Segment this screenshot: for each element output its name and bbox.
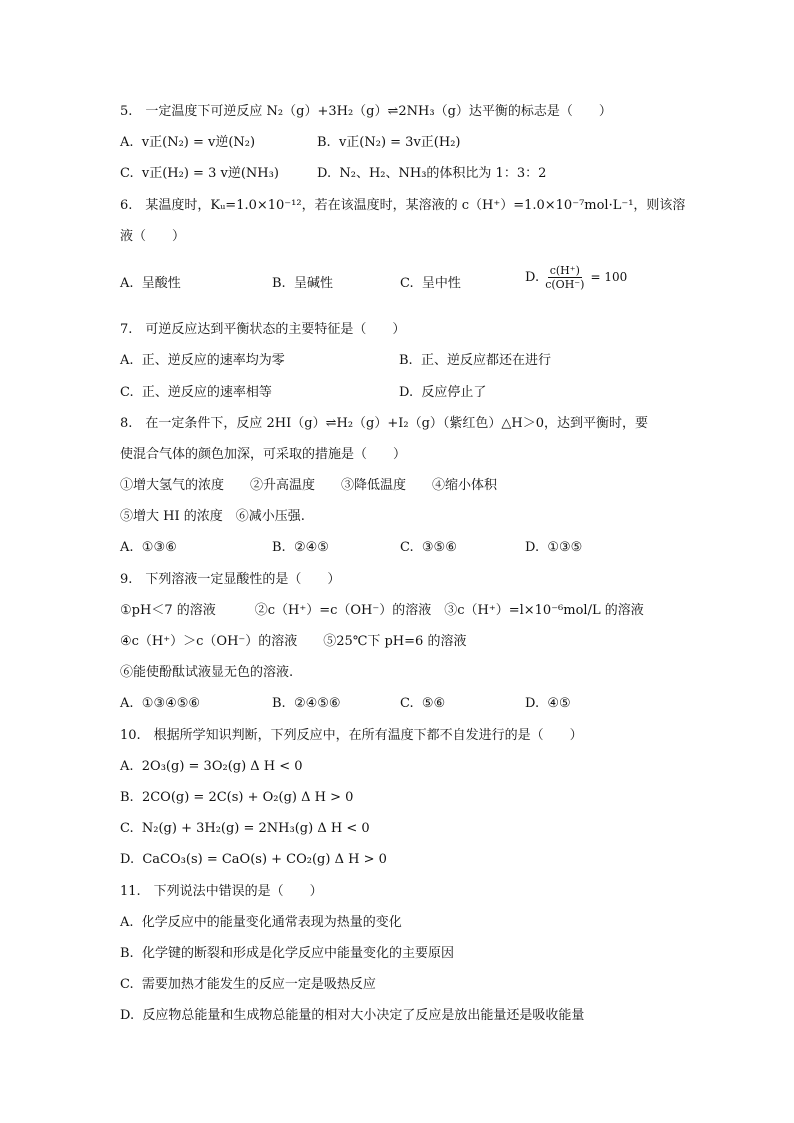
q8-stem-line2: 使混合气体的颜色加深，可采取的措施是（ ） <box>120 447 407 462</box>
q6-option-a: A. 呈酸性 <box>120 276 181 291</box>
q7-stem: 7. 可逆反应达到平衡状态的主要特征是（ ） <box>120 322 406 337</box>
q10-option-d: D. CaCO₃(s) = CaO(s) + CO₂(g) Δ H > 0 <box>120 852 387 867</box>
q10-stem: 10. 根据所学知识判断，下列反应中，在所有温度下都不自发进行的是（ ） <box>120 728 583 743</box>
q8-option-b: B. ②④⑤ <box>272 540 329 555</box>
q9-option-a: A. ①③④⑤⑥ <box>120 696 201 711</box>
q9-option-b: B. ②④⑤⑥ <box>272 696 341 711</box>
q7-options-row1 <box>120 349 684 373</box>
q5-option-a: A. v正(N₂) = v逆(N₂) <box>120 135 256 150</box>
q7-options-row2 <box>120 381 684 405</box>
q7-option-a: A. 正、逆反应的速率均为零 <box>120 353 285 368</box>
q6-option-d <box>525 264 627 291</box>
q7-option-c: C. 正、逆反应的速率相等 <box>120 385 272 400</box>
q8-option-a: A. ①③⑥ <box>120 540 177 555</box>
q5-option-d: D. N₂、H₂、NH₃的体积比为 1：3：2 <box>317 166 547 181</box>
q11-option-c: C. 需要加热才能发生的反应一定是吸热反应 <box>120 977 376 992</box>
q9-items-line3: ⑥能使酚酞试液显无色的溶液. <box>120 665 294 680</box>
q11-option-a: A. 化学反应中的能量变化通常表现为热量的变化 <box>120 915 402 930</box>
q10-option-c: C. N₂(g) + 3H₂(g) = 2NH₃(g) Δ H < 0 <box>120 821 370 836</box>
q8-items-line1: ①增大氢气的浓度 ②升高温度 ③降低温度 ④缩小体积 <box>120 478 498 493</box>
q11-option-d: D. 反应物总能量和生成物总能量的相对大小决定了反应是放出能量还是吸收能量 <box>120 1008 585 1023</box>
q11-stem: 11. 下列说法中错误的是（ ） <box>120 884 323 899</box>
q8-option-c: C. ③⑤⑥ <box>400 540 457 555</box>
q9-items-line2: ④c（H⁺）＞c（OH⁻）的溶液 ⑤25℃下 pH=6 的溶液 <box>120 634 467 649</box>
q9-option-c: C. ⑤⑥ <box>400 696 446 711</box>
q6-option-c: C. 呈中性 <box>400 276 461 291</box>
q9-option-d: D. ④⑤ <box>525 696 571 711</box>
q5-option-b: B. v正(N₂) = 3v正(H₂) <box>317 135 461 150</box>
q9-stem: 9. 下列溶液一定显酸性的是（ ） <box>120 572 341 587</box>
q6-option-d-rhs: = 100 <box>590 270 628 284</box>
q9-options-row <box>120 692 684 716</box>
q5-options-row2 <box>120 162 684 186</box>
q10-option-a: A. 2O₃(g) = 3O₂(g) Δ H < 0 <box>120 759 303 774</box>
q7-option-d: D. 反应停止了 <box>399 385 487 400</box>
q5-stem: 5. 一定温度下可逆反应 N₂（g）+3H₂（g）⇌2NH₃（g）达平衡的标志是（ ） <box>120 104 612 119</box>
q6-stem-line1: 6. 某温度时，Kᵤ=1.0×10⁻¹²，若在该温度时，某溶液的 c（H⁺）=1.0×10⁻⁷mol·L⁻¹，则该溶 <box>120 198 686 213</box>
q6-stem-line2: 液（ ） <box>120 229 186 244</box>
q8-options-row <box>120 536 684 560</box>
q9-items-line1: ①pH＜7 的溶液 ②c（H⁺）=c（OH⁻）的溶液 ③c（H⁺）=l×10⁻⁶mol/L 的溶液 <box>120 603 644 618</box>
q6-option-b: B. 呈碱性 <box>272 276 333 291</box>
q6-option-d-label: D. <box>525 270 540 285</box>
fraction-denominator: c(OH⁻) <box>545 278 585 291</box>
fraction-numerator: c(H⁺) <box>549 264 580 277</box>
q8-items-line2: ⑤增大 HI 的浓度 ⑥减小压强. <box>120 509 305 524</box>
q8-option-d: D. ①③⑤ <box>525 540 583 555</box>
q7-option-b: B. 正、逆反应都还在进行 <box>399 353 551 368</box>
q5-option-c: C. v正(H₂) = 3 v逆(NH₃) <box>120 166 279 181</box>
q5-options-row1 <box>120 131 684 155</box>
q11-option-b: B. 化学键的断裂和形成是化学反应中能量变化的主要原因 <box>120 946 454 961</box>
q6-options-row <box>120 264 684 300</box>
q8-stem-line1: 8. 在一定条件下，反应 2HI（g）⇌H₂（g）+I₂（g）（紫红色）△H＞0，达到平衡时，要 <box>120 416 649 431</box>
q10-option-b: B. 2CO(g) = 2C(s) + O₂(g) Δ H > 0 <box>120 790 354 805</box>
q6-option-d-fraction <box>543 264 586 291</box>
